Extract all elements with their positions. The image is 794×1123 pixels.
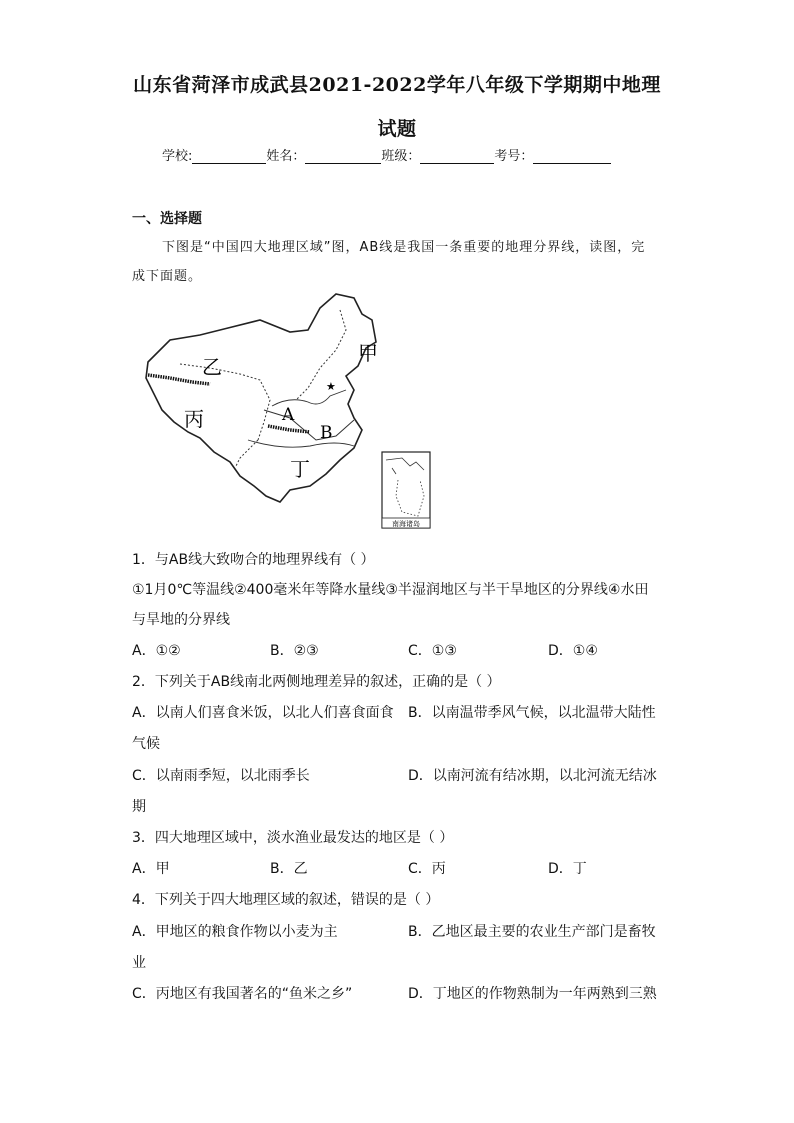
- region-label-jia: 甲: [358, 341, 378, 365]
- q4-option-b[interactable]: B．乙地区最主要的农业生产部门是畜牧: [408, 924, 656, 940]
- line-label-b: B: [320, 423, 333, 443]
- q3-option-d[interactable]: D．丁: [548, 861, 587, 877]
- question-1-extra-line1: ①1月0℃等温线②400毫米年等降水量线③半湿润地区与半干旱地区的分界线④水田: [132, 582, 649, 598]
- inset-frame: [382, 452, 430, 528]
- china-regions-map: [140, 290, 440, 535]
- yangtze-river: [248, 440, 354, 447]
- question-1-extra-line2: 与旱地的分界线: [132, 612, 230, 628]
- q4-option-b-wrap: 业: [132, 955, 146, 971]
- exam-number-blank[interactable]: [533, 149, 611, 164]
- q2-option-c[interactable]: C．以南雨季短，以北雨季长: [132, 768, 310, 784]
- exam-number-label: 考号：: [494, 149, 534, 164]
- page-title-line1: 山东省菏泽市成武县2021-2022学年八年级下学期期中地理: [133, 74, 661, 96]
- school-blank[interactable]: [192, 149, 266, 164]
- class-blank[interactable]: [420, 149, 494, 164]
- school-label: 学校:: [162, 149, 193, 164]
- q2-option-b-wrap: 气候: [132, 736, 160, 752]
- q2-option-b[interactable]: B．以南温带季风气候，以北温带大陆性: [408, 705, 656, 721]
- q4-option-d[interactable]: D．丁地区的作物熟制为一年两熟到三熟: [408, 986, 657, 1002]
- class-label: 班级：: [381, 149, 421, 164]
- intro-line1: 下图是“中国四大地理区域”图，AB线是我国一条重要的地理分界线，读图，完: [162, 240, 646, 255]
- name-label: 姓名：: [266, 149, 306, 164]
- ab-line-west: [148, 375, 210, 384]
- page-title-line2: 试题: [377, 118, 417, 140]
- question-4-stem: 4．下列关于四大地理区域的叙述，错误的是（ ）: [132, 892, 440, 908]
- q1-option-c[interactable]: C．①③: [408, 643, 457, 659]
- q4-option-a[interactable]: A．甲地区的粮食作物以小麦为主: [132, 924, 338, 940]
- q2-option-d-wrap: 期: [132, 799, 146, 815]
- q3-option-b[interactable]: B．乙: [270, 861, 308, 877]
- q2-option-a[interactable]: A．以南人们喜食米饭，以北人们喜食面食: [132, 705, 394, 721]
- student-info-row: [162, 145, 611, 164]
- ab-connector: [264, 410, 354, 440]
- question-1-stem: 1．与AB线大致吻合的地理界线有（ ）: [132, 552, 375, 568]
- boundary-south: [236, 440, 258, 466]
- q2-option-d[interactable]: D．以南河流有结冰期，以北河流无结冰: [408, 768, 657, 784]
- section-title: 一、选择题: [132, 211, 202, 227]
- question-3-stem: 3．四大地理区域中，淡水渔业最发达的地区是（ ）: [132, 830, 454, 846]
- q3-option-c[interactable]: C．丙: [408, 861, 446, 877]
- boundary-north-northwest: [296, 310, 346, 400]
- capital-star: ★: [326, 380, 336, 393]
- q1-option-b[interactable]: B．②③: [270, 643, 319, 659]
- question-2-stem: 2．下列关于AB线南北两侧地理差异的叙述，正确的是（ ）: [132, 674, 501, 690]
- q1-option-a[interactable]: A．①②: [132, 643, 181, 659]
- q1-option-d[interactable]: D．①④: [548, 643, 598, 659]
- region-label-yi: 乙: [202, 355, 222, 379]
- inset-label: 南海诸岛: [392, 520, 420, 528]
- line-label-a: A: [282, 405, 295, 425]
- intro-line2: 成下面题。: [132, 269, 203, 284]
- q3-option-a[interactable]: A．甲: [132, 861, 170, 877]
- region-label-bing: 丙: [184, 407, 204, 431]
- region-label-ding: 丁: [290, 457, 310, 481]
- china-outline: [146, 294, 376, 502]
- name-blank[interactable]: [305, 149, 381, 164]
- q4-option-c[interactable]: C．丙地区有我国著名的“鱼米之乡”: [132, 986, 353, 1002]
